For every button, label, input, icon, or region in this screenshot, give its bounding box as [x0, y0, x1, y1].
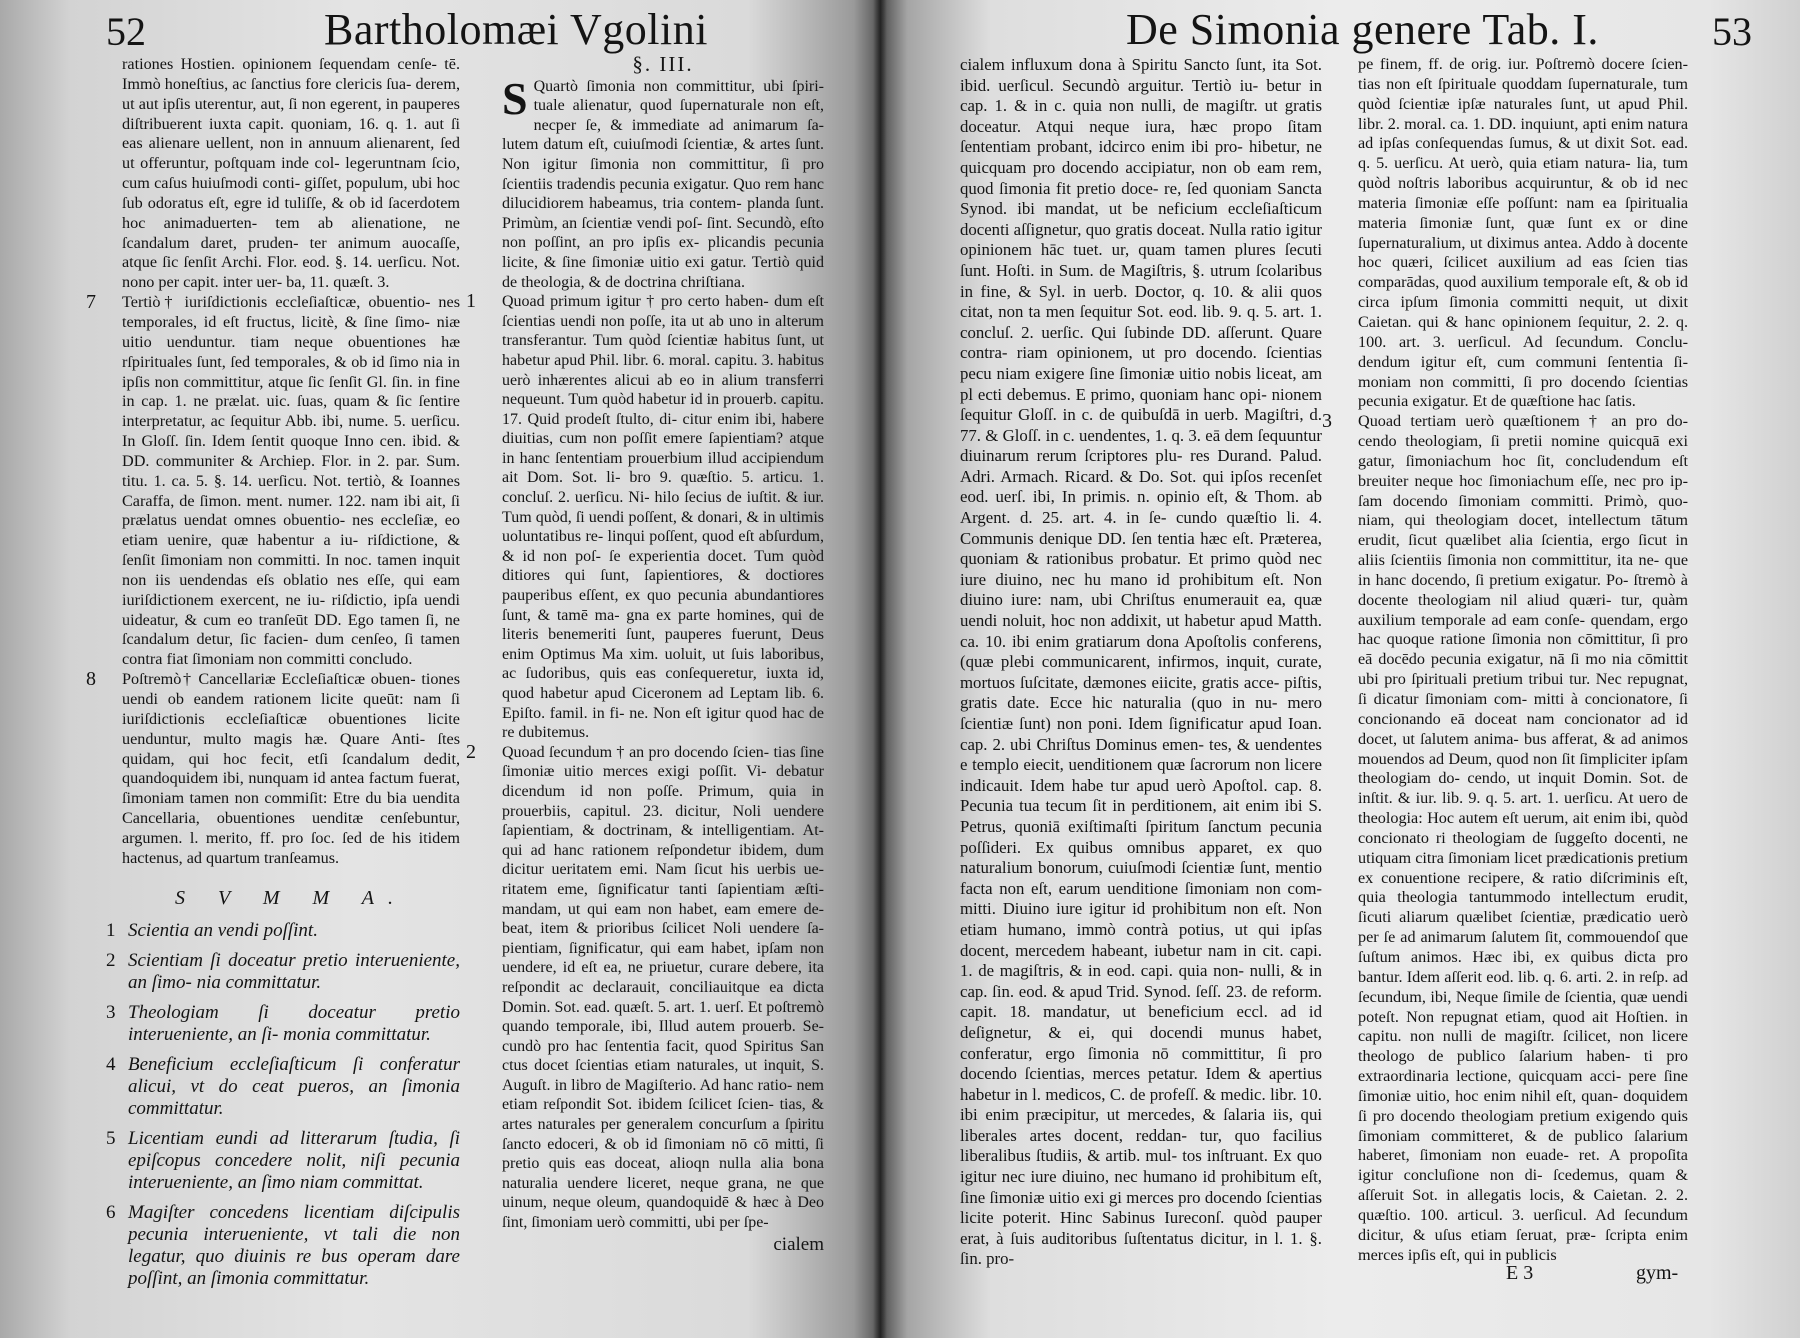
left-column-2	[466, 52, 824, 1255]
summa-item	[106, 1002, 460, 1046]
summa-text: Beneficium eccleſiaſticum ſi conferatur alicui, vt do ceat pueros, an ſimonia committatur.	[128, 1054, 460, 1120]
paragraph-text: Tertiò† iuriſdictionis eccleſiaſticæ, obuentio- nes temporales, id eſt fructus, licitè, & ſine ſimo- niæ uitio uenduntur. tiam neque obuentiones hæ rſpirituales ſunt, ſed temporales, & ob id ſimo nia in ipſis non committitur, atque ſic ſenſit Gl. ſin. in fine in cap. 1. ne prælat. uic. ſuas, quam & ſic ſentire interpretatur, ac ſequitur Abb. ibi, nume. 5. uerſicu. In Gloſſ. ſin. Idem ſentit quoque Inno cen. ibid. & DD. communiter & Archiep. Flor. in 2. par. Sum. titu. 1. ca. 5. §. 14. uerſicu. Not. tertiò, & Ioannes Caraffa, de ſimon. ment. numer. 122. nam ibi ait, ſi prælatus uendat omnes obuentio- nes eccleſiæ, eo etiam uenire, quæ habentur a iu- riſdictione, & ſenſit ſimoniam non committi. In noc. tamen inquit non iis uendendas eſs oblatio nes eſſe, qui eam iuriſdictionem exercent, ne iu- riſdictio, ipſa uendi uideatur, & cum eo tranſeūt DD. Ego tamen ſi, ne ſcandalum detur, ſic facien- dum cenſeo, ſi tamen contra fiat ſimoniam non committi concludo.	[122, 293, 460, 669]
paragraph	[1322, 410, 1688, 1265]
paragraph-text: Poſtremò† Cancellariæ Eccleſiaſticæ obuen- tiones uendi ob eandem rationem licite queūt: nam ſi iuriſdictionis eccleſiaſticæ obuentiones licite uenduntur, multo magis hæ. Quare Anti- ſtes quidam, qui hoc fecit, etſi ſcandalum dedit, quandoquidem ibi, nunquam id antea factum fuerat, ſimoniam tamen non commiſit: Etre du bia uendita Cancellaria, obuentiones uenditæ cenſebuntur, argumen. l. merito, ff. pro ſoc. ſed de his itidem hactenus, ad quartum tranſeamus.	[122, 670, 460, 867]
paragraph	[960, 55, 1322, 1270]
margin-number: 7	[86, 291, 96, 314]
left-column-1	[86, 55, 460, 1298]
paragraph	[502, 72, 824, 293]
summa-number: 5	[106, 1128, 116, 1150]
margin-number: 1	[466, 290, 476, 313]
summa-item	[106, 1128, 460, 1194]
right-page-number: 53	[1712, 9, 1752, 54]
margin-number: 2	[466, 740, 476, 763]
right-column-2	[1322, 55, 1688, 1265]
left-running-head: Bartholomæi Vgolini	[324, 5, 708, 54]
paragraph-text: rationes Hostien. opinionem ſequendam cenſe- tē. Immò honeſtius, ac ſanctius fore clericis ſua- derem, ut aut ipſis uterentur, aut, ſi non egerent, in pauperes diſtribuerent iuxta capit. quoniam, 16. q. 1. aut ſi eas alienare uellent, non in annuum alienarent, ſed ut offeruntur, poſtquam inde col- legeruntnam ſcio, cum caſus huiuſmodi conti- giſſet, populum, ubi hoc ſub odoratus eſt, egre id tuliſſe, & ob id ſacerdotem hoc animaduerten- tem ab alienatione, ne ſcandalum daret, pruden- ter animum auocaſſe, atque ſic ſenſit Archi. Flor. eod. §. 14. uerſicu. Not. nono per capit. inter uer- ba, 11. quæſt. 3.	[122, 55, 460, 292]
signature-mark: E 3	[1506, 1262, 1534, 1284]
summa-number: 6	[106, 1202, 116, 1224]
paragraph-text: Quoad ſecundum † an pro docendo ſcien- tias ſine ſimoniæ uitio merces exigi poſſit. Vi- debatur dicendum id non poſſe. Primum, quia in prouerbiis, capitul. 23. dicitur, Noli uendere ſapientiam, & doctrinam, & intelligentiam. At- qui ad hanc rationem reſpondetur ibidem, dum dicitur ueritatem emi. Nam ſicut his uerbis ue- ritatem eme, ſignificatur tanti ſapientiam æſti- mandam, ut qui eam non habet, eam emere de- beat, item & prioribus ſcilicet Noli uendere ſa- pientiam, ſignificatur, qui eam habet, ipſam non uendere, id eſt ea, ne priuetur, curare debere, ita reſpondit ac declarauit, conciliauitque ea dicta Domin. Sot. ead. quæſt. 5. art. 1. uerſ. Et poſtremò quando temporale, ibi, Illud autem prouerb. Se- cundò pro hac ſententia facit, quod Spiritus San ctus docet ſcientias etiam naturales, ut inquit, S. Auguſt. in libro de Magiſterio. Ad hanc ratio- nem etiam reſpondit Sot. ibidem ſcilicet ſcien- tias, & artes naturales per generalem concurſum a ſpiritu ſancto edoceri, & ob id ſimoniam nō cō mitti, ſi pretio quis eas doceat, alioqn nulla alia bona naturalia uendere liceret, neque grana, ne que uinum, neque oleum, quandoquidē & hæc à Deo ſint, ſimoniam uerò committi, ubi per ſpe-	[502, 743, 824, 1232]
paragraph-text: Quartò ſimonia non committitur, ubi ſpiri- tuale alienatur, quod ſupernaturale non eſt, necper ſe, & immediate ad animarum ſa- lutem datum eſt, cuiuſmodi ſcientiæ, & artes ſunt. Non igitur ſimonia non committitur, ſi pro ſcientiis tradendis pecunia exigatur. Quo rem hanc dilucidiorem habeamus, tria contem- planda ſunt. Primùm, an ſcientiæ vendi poſ- ſint. Secundò, eſto non poſſint, an pro ipſis ex- plicandis pecunia licite, & ſine ſimoniæ uitio exi gatur. Tertiò quid de theologia, & de doctrina chriſtiana.	[502, 77, 824, 291]
right-running-head: De Simonia genere Tab. I.	[1126, 5, 1599, 54]
summa-text: Scientia an vendi poſſint.	[128, 920, 318, 942]
summa-text: Licentiam eundi ad litterarum ſtudia, ſi epiſcopus concedere nolit, niſi pecunia interueniente, an ſimo niam committat.	[128, 1128, 460, 1194]
summa-number: 4	[106, 1054, 116, 1076]
right-page	[880, 0, 1800, 1338]
paragraph-text: cialem influxum dona à Spiritu Sancto ſunt, ita Sot. ibid. uerſicul. Secundò arguitur. Tertiò iu- betur in cap. 1. & in c. quia non nulli, de magiſtr. ut gratis doceatur. Atqui neque iura, hæc propo ſitam ſententiam probant, idcirco enim ibi pro- hibetur, ne quicquam pro docendo accipiatur, non ob eam rem, quod ſimonia fit pretio doce- re, ſed quoniam Sancta Synod. ibi mandat, ut be neficium eccleſiaſticum docenti aſſignetur, quo gratis doceat. Nulla ratio igitur opinionem hāc tuet. ur, quam tamen plures ſecuti ſunt. Hoſti. in Sum. de Magiſtris, §. utrum ſcolaribus in fine, & Syl. in uerb. Doctor, q. 10. & alii quos citat, non ta men ſequitur Sot. eod. lib. 9. q. 5. art. 1. concluſ. 2. uerſic. Qui ſubinde DD. aſſerunt. Quare contra- riam opinionem, ut pro docendo. ſcientias pecu niam exigere ſine ſimoniæ uitio nobis liceat, am pl ecti debemus. E primo, quoniam hanc opi- nionem ſequitur Gloſſ. in c. de quibuſdā in uerb. Magiſtri, d. 77. & Gloſſ. in c. uendentes, 1. q. 3. eā dem ſequuntur diuinarum rerum ſcriptores plu- res Durand. Palud. Adri. Armach. Ricard. & Do. Sot. qui ipſos recenſet eod. uerſ. ibi, In primis. n. opinio eſt, & Thom. ab Argent. d. 25. art. 4. in ſe- cundo quæſtio li. 4. Communis denique DD. ſen tentia hæc eſt. Præterea, quoniam & rationibus probatur. Et primo quòd nec iure diuino, nec hu mano id prohibitum eſt. Non diuino iure: nam, ubi Chriſtus enumerauit ea, quæ uendi noluit, hoc non addixit, ut habetur apud Matth. ca. 10. ibi enim gratiarum dona Apoſtolis conferens, (quæ plebi communicarent, infirmos, inquit, curate, mortuos ſuſcitate, dæmones eiicite, gratis acce- piſtis, gratis date. Ecce hic naturalia (quo in nu- mero ſcientiæ ſunt) non poni. Idem ſignificatur apud Ioan. cap. 2. ubi Chriſtus Dominus emen- tes, & uendentes e templo eiecit, uenditionem quæ ſacrorum non licere indicauit. Idem habe tur apud uerò Apoſtol. cap. 8. Pecunia tua tecum ſit in perditionem, ait enim ibi S. Petrus, quoniā exiſtimaſti ſpiritum ſanctum pecunia poſſideri. Ex quibus omnibus apparet, ex quo naturalium bonorum, cuiuſmodi ſcientiæ ſunt, mentio facta non eſt, earum uenditione ſimoniam non com- mitti. Diuino iure igitur id prohibitum non eſt. Non etiam humano, immò contrà potius, ut qui ipſas docent, mercedem habeant, iubetur nam in cit. capi. 1. de magiſtris, & in eod. capi. quia non- nulli, & in cap. ſin. eod. & apud Trid. Synod. ſeſſ. 23. de reform. capit. 18. mandatur, ut beneficium eccl. ad id deſignetur, & ei, qui docendi munus habet, conferatur, ergo ſimonia nō committitur, ſi pro docendo ſcientias, merces petatur. Idem & apertius habetur in l. medicos, C. de profeſſ. & medic. libr. 10. ibi enim præcipitur, ut mercedes, & ſalaria iis, qui liberales artes docent, reddan- tur, quo facilius liberalibus ſtudiis, & artib. mul- tos inſtruant. Ex quo igitur nec iure diuino, nec humano id prohibitum eſt, ſine ſimoniæ uitio exi gi merces pro docendo ſcientias licite poterit. Hinc Sabinus Iureconſ. quòd pauper erat, à ſuis auditoribus ſuſtentatus dicitur, in l. 1. §. ſin. pro-	[960, 55, 1322, 1269]
summa-text: Scientiam ſi doceatur pretio interueniente, an ſimo- nia committatur.	[128, 950, 460, 994]
summa-item	[106, 950, 460, 994]
paragraph	[466, 290, 824, 743]
margin-number: 3	[1322, 410, 1332, 433]
drop-capital: S	[502, 72, 528, 124]
summa-number: 1	[106, 920, 116, 942]
section-heading: §. III.	[632, 52, 694, 76]
summa-title: S V M M A.	[174, 886, 408, 909]
summa-number: 2	[106, 950, 116, 972]
summa-text: Magiſter concedens licentiam diſcipulis pecunia interueniente, vt tali die non legatur, quo diuinis re bus operam dare poſſint, an ſimonia committatur.	[128, 1202, 460, 1290]
paragraph	[86, 668, 460, 868]
right-column-1	[960, 55, 1322, 1270]
right-catchword: gym-	[1636, 1262, 1679, 1284]
summa-item	[106, 1202, 460, 1290]
summa-number: 3	[106, 1002, 116, 1024]
paragraph-text: Quoad tertiam uerò quæſtionem † an pro do- cendo theologiam, ſi pretii nomine quicquā exi gatur, ſimoniachum hoc ſit, concludendum eſt breuiter neque hoc ſimoniachum eſſe, nec pro ip- ſam docendo ſimoniam committi. Primò, quo- niam, qui theologiam docet, intellectum tātum erudit, ſicut quælibet alia ſcientia, ergo ſicut in aliis ſcientiis ſimonia non committitur, ita ne- que in hanc docendo, ſi pretium exigatur. Po- ſtremò à docente theologiam nil aliud quæri- tur, quàm auxilium temporale ad eam conſe- quendam, ergo hac quoque ratione ſimonia non cōmittitur, ſi pro eā docēdo pecunia exigatur, nā ſi mo nia cōmittit ubi pro ſpirituali pretium tribui tur. Nec repugnat, ſi dicatur ſimoniam com- mitti à concionatore, ſi concionando eā doceat nam concionator ad id docet, ut ſalutem anima- bus afferat, & ad animos mouendos ad Deum, quod non ſit ſimpliciter ipſam theologiam do- cendo, ut inquit Domin. Sot. de inſtit. & iur. lib. 9. q. 5. art. 1. uerſicu. At uero de theologia: Hoc autem eſt uerum, ait enim ibi, quòd concionato ri theologiam de ſuggeſto docenti, ne utiquam citra ſimoniam licet prædicationis pretium ex conuentione recipere, & ratio diſcriminis eſt, quia theologia tantummodo intellectum erudit, ſicuti aliarum quælibet ſcientiæ, prædicatio uerò per ſe ad animarum ſalutem ſit, commouendoſ que ſuſtum animos. Hæc ibi, ex quibus dicta pro bantur. Idem aſſerit eod. lib. q. 6. arti. 2. in reſp. ad ſecundum, ibi, Neque ſimile de ſcientia, quæ uendi poteſt. Non repugnat etiam, quod ait Hoſtien. in capitu. non nulli de magiſtr. ſcilicet, non licere theologo de publico ſalarium haben- ti pro extraordinaria lectione, quicquam acci- pere ſine ſimoniæ uitio, hoc enim nihil eſt, quan- doquidem ſi pro docendo theologiam pretium exigendo quis ſimoniam committeret, & de publico ſalarium haberet, ſimoniam non euade- ret. A propoſita igitur concluſione non di- ſcedemus, quam & aſſeruit Sot. in allegatis locis, & Caietan. 2. 2. quæſtio. 100. articul. 3. uerſicul. Ad ſecundum dicitur, & uſus etiam ſeruat, præ- ſcripta enim merces ipſis eſt, qui in publicis	[1358, 412, 1688, 1264]
summa-item	[106, 920, 460, 942]
paragraph	[1358, 55, 1688, 412]
summa-item	[106, 1054, 460, 1120]
paragraph	[86, 291, 460, 670]
left-page-number: 52	[106, 9, 146, 54]
margin-number: 8	[86, 668, 96, 691]
left-page	[0, 0, 880, 1338]
summa-text: Theologiam ſi doceatur pretio interueniente, an ſi- monia committatur.	[128, 1002, 460, 1046]
paragraph	[122, 55, 460, 293]
paragraph-text: Quoad primum igitur † pro certo haben- dum eſt ſcientias uendi non poſſe, ita ut ab uno in alterum transferantur. Tum quòd ſcientiæ habitus ſunt, ut habetur apud Phil. libr. 6. moral. capitu. 3. habitus uerò inhærentes alicui ab eo in alium transferri nequeunt. Tum quòd habetur id in prouerb. capitu. 17. Quid prodeſt ſtulto, di- citur enim ibi, habere diuitias, cum non poſſit emere ſapientiam? atque in hanc ſententiam prouerbium illud accipiendum ait Dom. Sot. li- bro 9. quæſtio. 5. articu. 1. concluſ. 2. uerſicu. Ni- hilo ſecius de iuſtit. & iur. Tum quòd, ſi uendi poſſent, & donari, & in ultimis uoluntatibus re- linqui poſſent, quod eſt abſurdum, & id non poſ- ſe experientia docet. Tum quòd ditiores qui ſunt, ſapientiores, & doctiores pauperibus eſſent, ex quo pecunia abundantiores ſunt, & tamē ma- gna ex parte homines, qui de literis benemeriti ſunt, pauperes fuerunt, Deus enim Optimus Ma xim. uoluit, ut ſuis laboribus, ac ſudoribus, quis eas conſequeretur, iuxta id, quod habetur apud Ciceronem ad Leptam lib. 6. Epiſto. famil. in fi- ne. Non eſt igitur quod hac de re dubitemus.	[502, 293, 824, 742]
left-catchword: cialem	[773, 1233, 824, 1255]
book-gutter	[873, 0, 887, 1338]
paragraph	[466, 740, 824, 1233]
paragraph-text: pe finem, ff. de orig. iur. Poſtremò docere ſcien- tias non eſt ſpirituale quoddam ſupernaturale, tum quòd ſcientiæ ipſæ naturales ſunt, ut apud Phil. libr. 2. moral. ca. 1. DD. inquiunt, apti enim natura ad ipſas conſequendas ſumus, & ut dixit Sot. ead. q. 5. uerſicu. At uerò, quia etiam natura- lia, tum quòd noſtris laboribus acquiruntur, & ob id nec materia ſimoniæ eſſe poſſunt: nam ea ſpiritualia materia ſimoniæ ſunt, quæ ſunt ex or dine ſupernaturalium, ut diximus antea. Addo à docente hoc quæri, ſcilicet auxilium ad eas ſcien tias comparādas, quod auxilium temporale eſt, & ob id circa ipſum ſimonia committi nequit, ut dixit Caietan. qui & hanc opinionem ſequitur, 2. 2. q. 100. art. 3. uerſicul. Ad ſecundum. Conclu- dendum igitur eſt, cum communi ſententia ſi- moniam non committi, ſi pro docendo ſcientias pecunia exigatur. Et de quæſtione hac ſatis.	[1358, 55, 1688, 411]
